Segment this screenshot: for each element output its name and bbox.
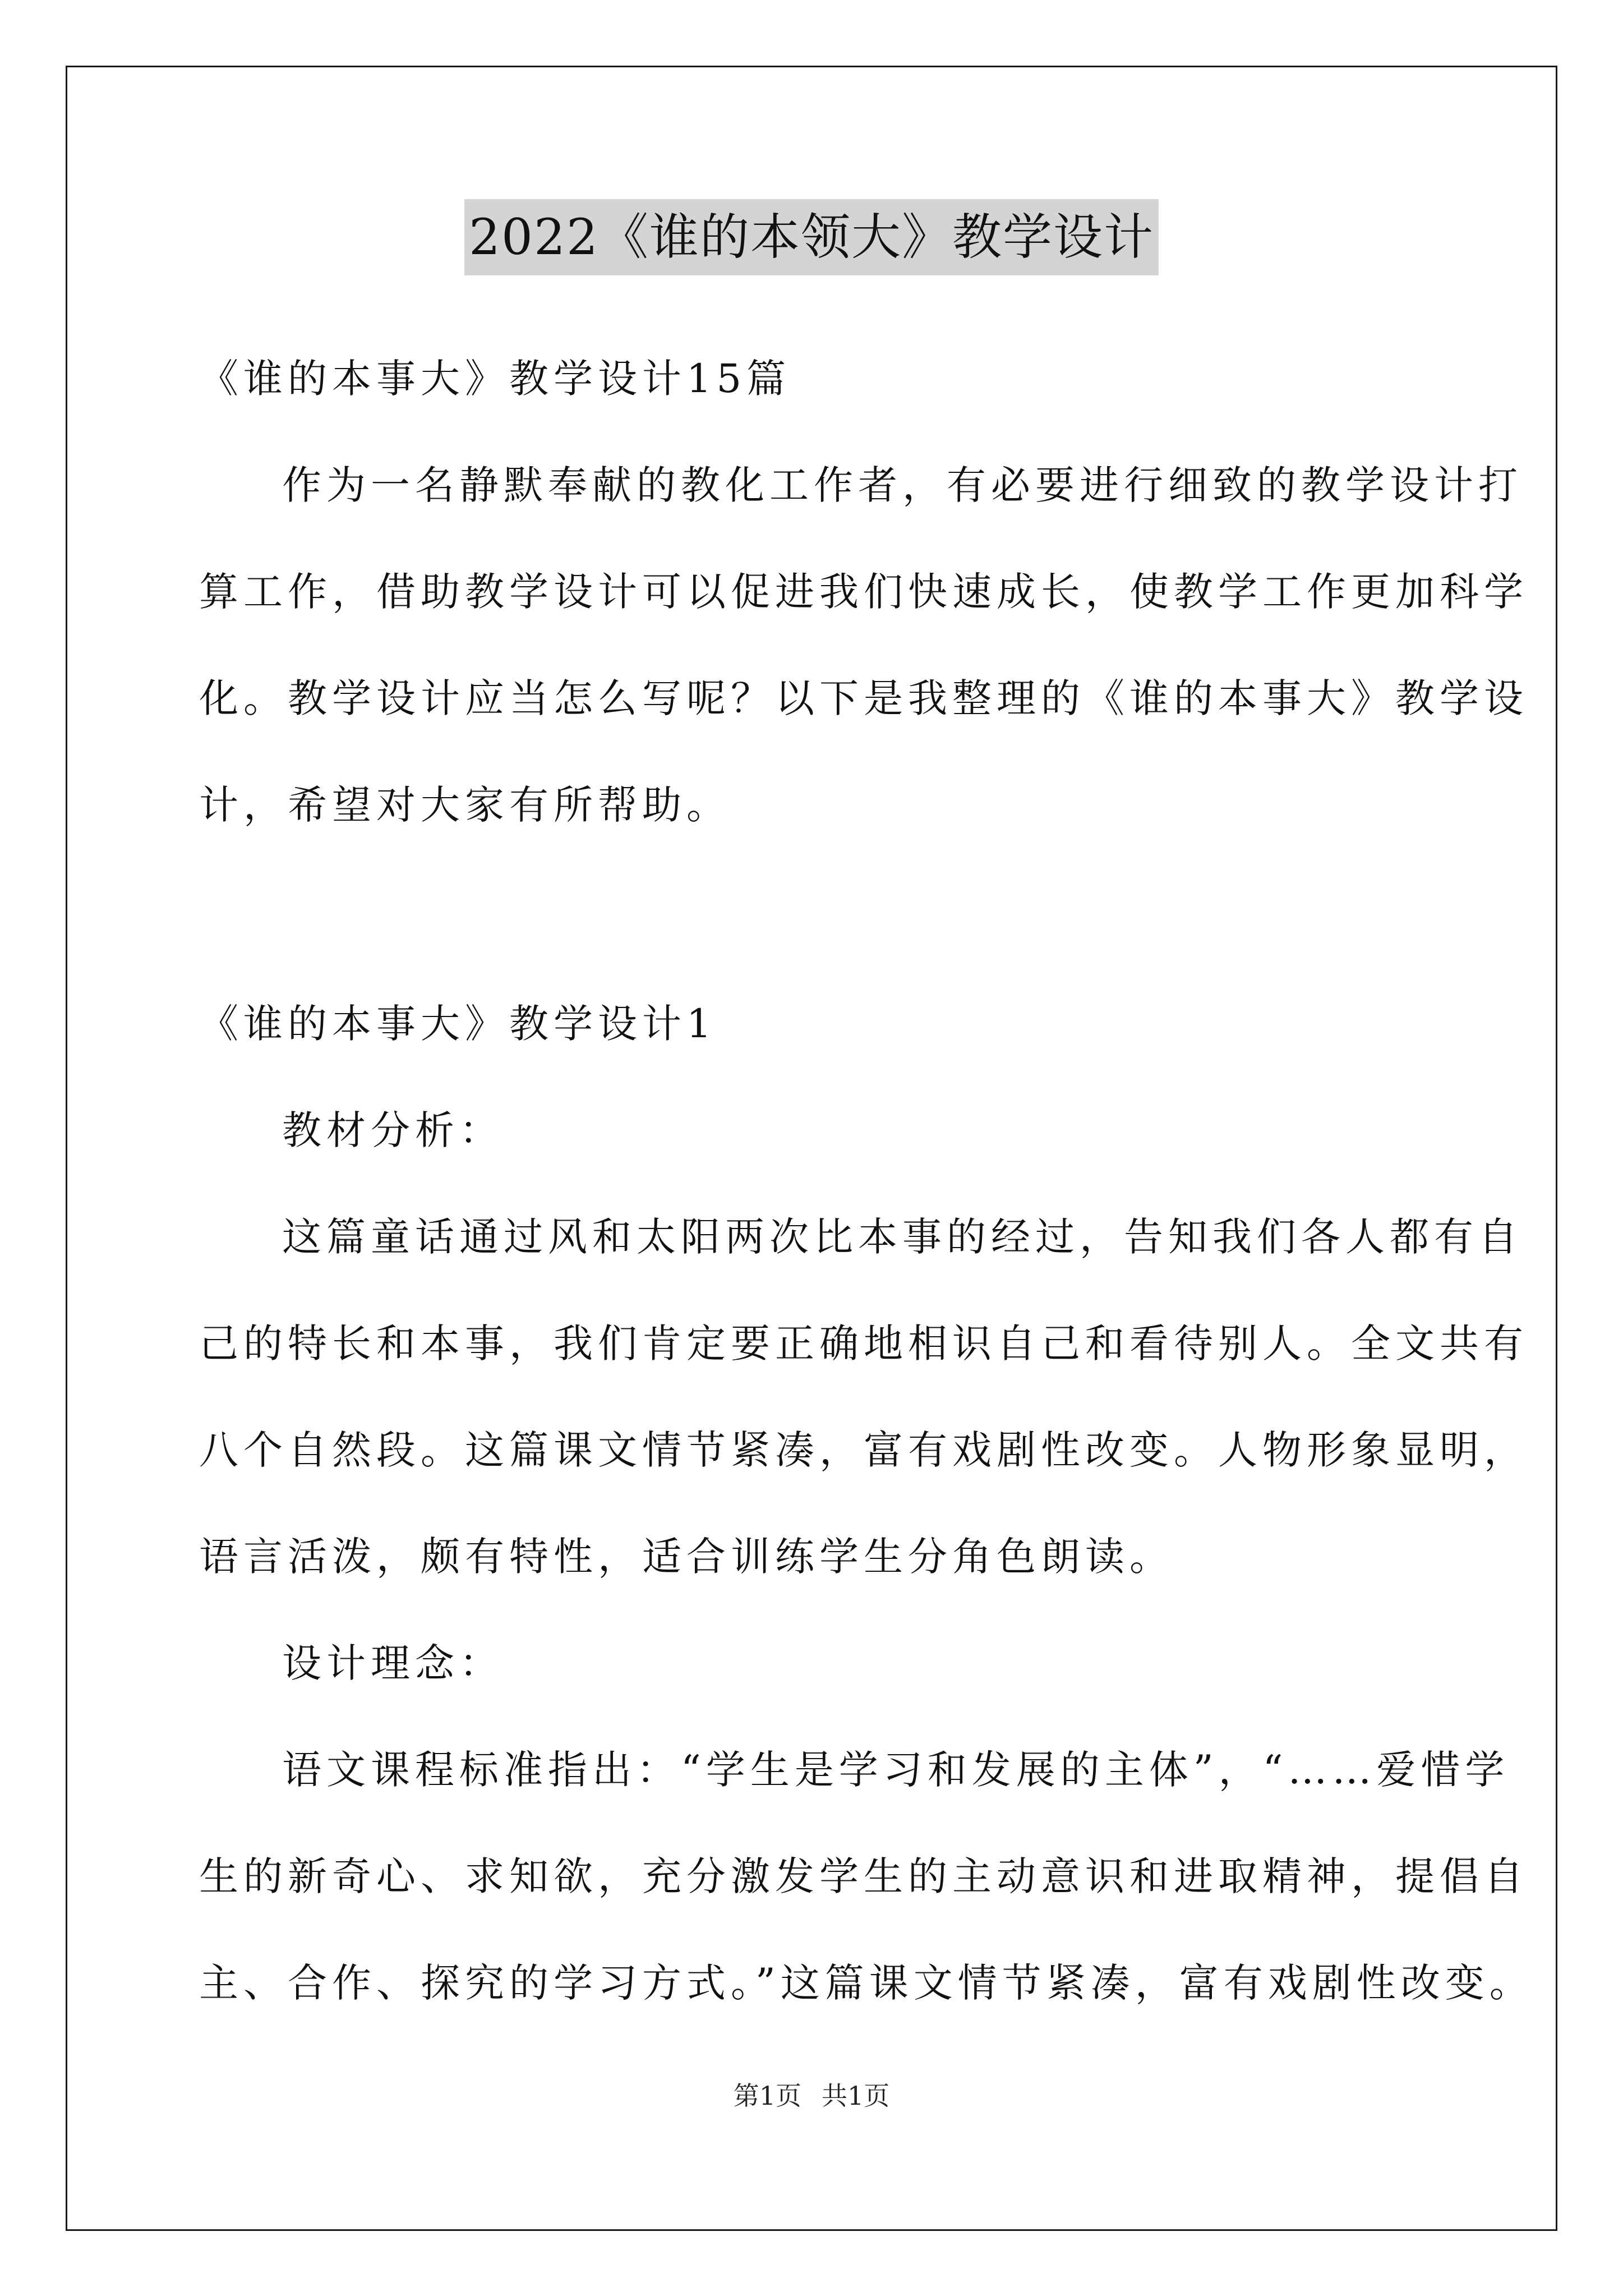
intro-line: 计，希望对大家有所帮助。 bbox=[199, 782, 731, 828]
analysis-line: 语言活泼，颇有特性，适合训练学生分角色朗读。 bbox=[199, 1534, 1174, 1580]
subtitle: 《谁的本事大》教学设计15篇 bbox=[199, 356, 791, 402]
analysis-line: 己的特长和本事，我们肯定要正确地相识自己和看待别人。全文共有 bbox=[199, 1320, 1528, 1366]
section-heading: 《谁的本事大》教学设计1 bbox=[199, 1001, 717, 1047]
concept-line: 主、合作、探究的学习方式。”这篇课文情节紧凑，富有戏剧性改变。 bbox=[199, 1960, 1534, 2006]
page-total: 共1页 bbox=[822, 2081, 890, 2111]
page-number: 第1页 bbox=[733, 2081, 801, 2111]
concept-label: 设计理念： bbox=[282, 1640, 504, 1686]
concept-line: 生的新奇心、求知欲，充分激发学生的主动意识和进取精神，提倡自 bbox=[199, 1853, 1528, 1899]
analysis-label: 教材分析： bbox=[282, 1107, 504, 1153]
document-title: 2022《谁的本领大》教学设计 bbox=[464, 199, 1159, 275]
intro-line: 算工作，借助教学设计可以促进我们快速成长，使教学工作更加科学 bbox=[199, 569, 1528, 615]
analysis-line: 八个自然段。这篇课文情节紧凑，富有戏剧性改变。人物形象显明， bbox=[199, 1427, 1528, 1473]
concept-line: 语文课程标准指出：“学生是学习和发展的主体”，“……爱惜学 bbox=[282, 1747, 1510, 1793]
page-footer bbox=[0, 2076, 1623, 2113]
analysis-line: 这篇童话通过风和太阳两次比本事的经过，告知我们各人都有自 bbox=[282, 1214, 1523, 1260]
intro-line: 作为一名静默奉献的教化工作者，有必要进行细致的教学设计打 bbox=[282, 462, 1523, 508]
intro-line: 化。教学设计应当怎么写呢？以下是我整理的《谁的本事大》教学设 bbox=[199, 675, 1528, 721]
title-container bbox=[0, 199, 1623, 275]
